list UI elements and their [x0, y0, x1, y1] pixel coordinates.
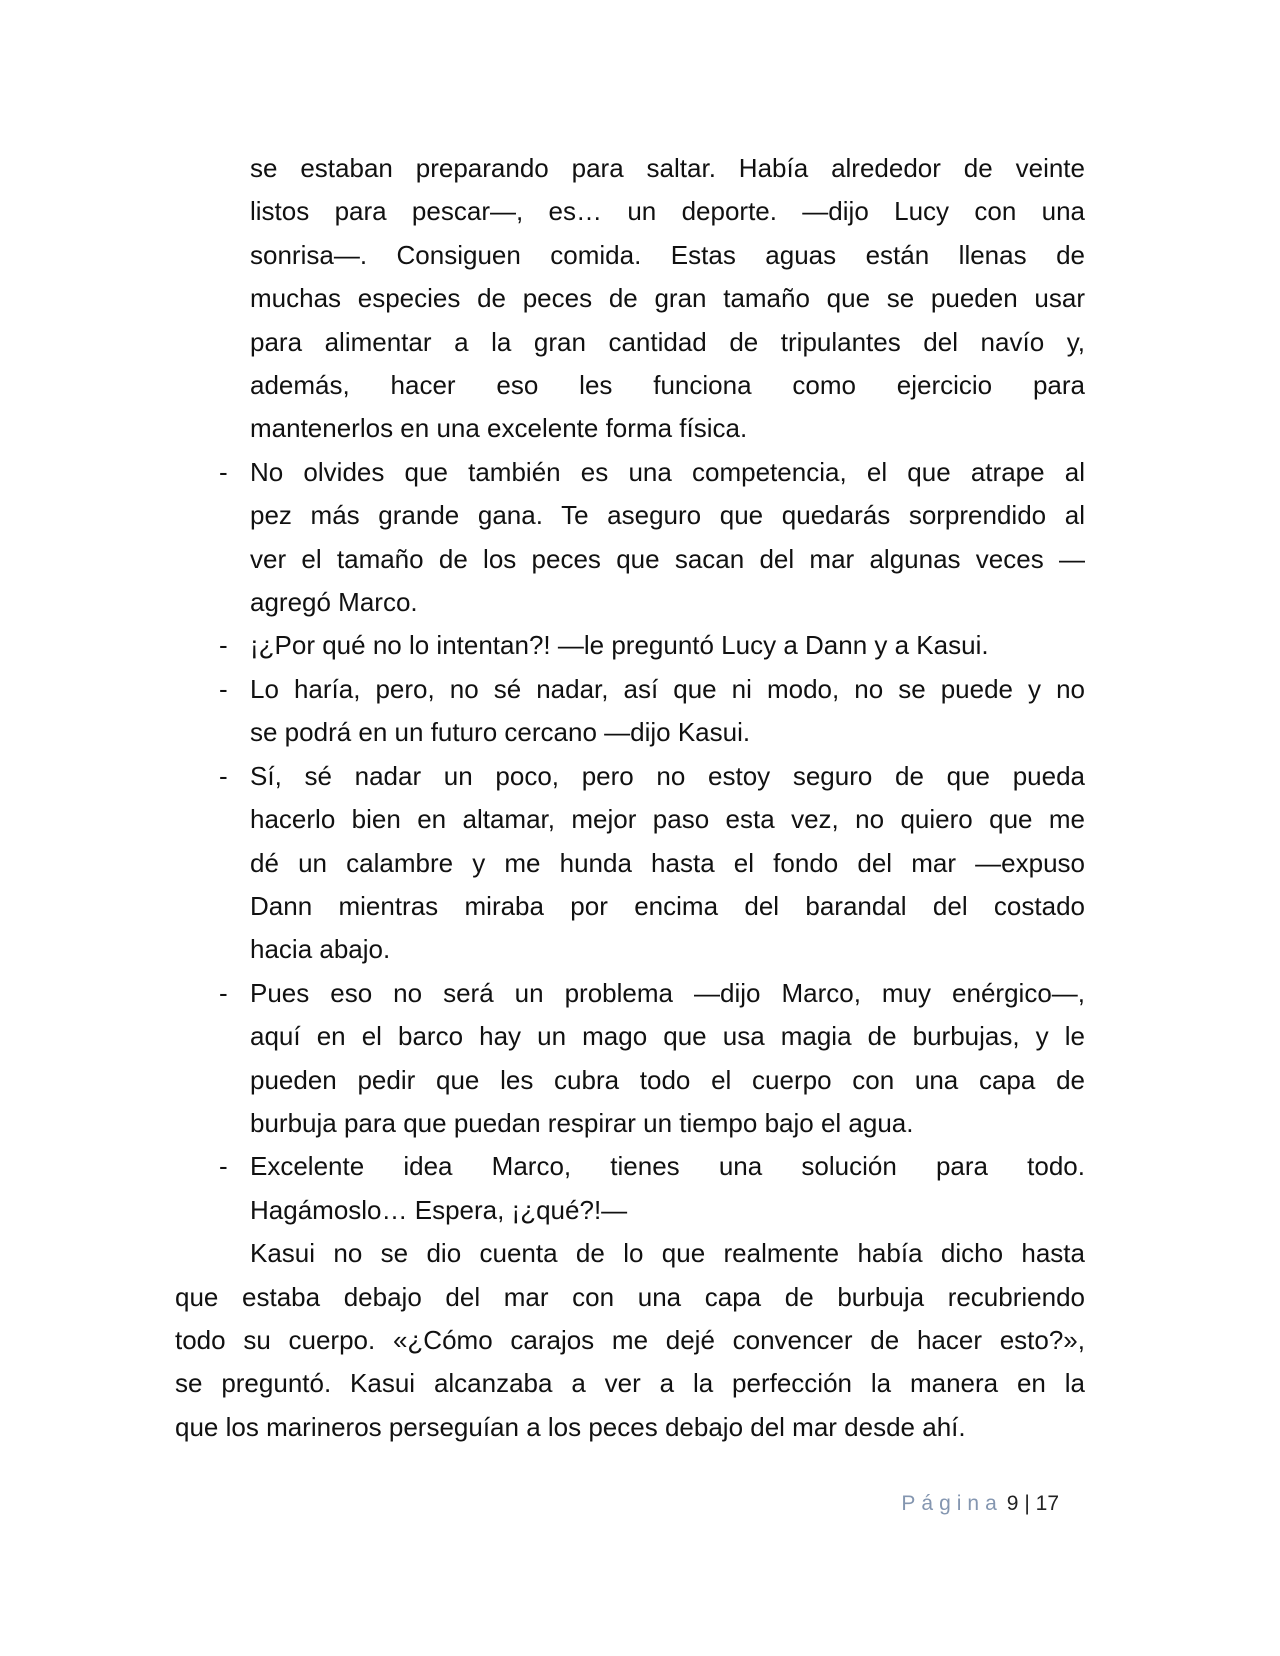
dialogue-item	[175, 624, 1085, 667]
text-line: Pues eso no será un problema —dijo Marco, muy enérgico—,	[250, 977, 1085, 1008]
page-label: Página	[901, 1492, 1003, 1515]
text-line: que estaba debajo del mar con una capa de burbuja recubriendo	[175, 1281, 1085, 1312]
dialogue-dash: -	[219, 630, 228, 661]
text-line: ¡¿Por qué no lo intentan?! —le preguntó Lucy a Dann y a Kasui.	[250, 630, 989, 661]
text-line: Lo haría, pero, no sé nadar, así que ni modo, no se puede y no	[250, 673, 1085, 704]
dialogue-item	[175, 668, 1085, 755]
text-line: ver el tamaño de los peces que sacan del mar algunas veces —	[250, 543, 1085, 574]
text-line: hacerlo bien en altamar, mejor paso esta vez, no quiero que me	[250, 804, 1085, 835]
text-line: burbuja para que puedan respirar un tiempo bajo el agua.	[250, 1107, 914, 1138]
page-number: 9	[1006, 1492, 1019, 1515]
text-line: dé un calambre y me hunda hasta el fondo del mar —expuso	[250, 847, 1085, 878]
text-line: Excelente idea Marco, tienes una solución para todo.	[250, 1151, 1085, 1182]
text-line: aquí en el barco hay un mago que usa magia de burbujas, y le	[250, 1021, 1085, 1052]
document-body	[175, 147, 1085, 1449]
dialogue-dash: -	[219, 977, 228, 1008]
dialogue-dash: -	[219, 1151, 228, 1182]
text-line: agregó Marco.	[250, 587, 418, 618]
dialogue-item	[175, 755, 1085, 972]
text-line: sonrisa—. Consiguen comida. Estas aguas están llenas de	[250, 239, 1085, 270]
dialogue-dash: -	[219, 760, 228, 791]
text-line: pueden pedir que les cubra todo el cuerpo con una capa de	[250, 1064, 1085, 1095]
page-total: 17	[1035, 1492, 1059, 1515]
text-line: se preguntó. Kasui alcanzaba a ver a la perfección la manera en la	[175, 1368, 1085, 1399]
dialogue-dash: -	[219, 456, 228, 487]
text-line: muchas especies de peces de gran tamaño que se pueden usar	[250, 283, 1085, 314]
text-line: Sí, sé nadar un poco, pero no estoy seguro de que pueda	[250, 760, 1085, 791]
text-line: No olvides que también es una competencia, el que atrape al	[250, 456, 1085, 487]
page-separator: |	[1024, 1492, 1030, 1515]
text-line: que los marineros perseguían a los peces debajo del mar desde ahí.	[175, 1411, 966, 1442]
text-line: hacia abajo.	[250, 934, 391, 965]
text-line: listos para pescar—, es… un deporte. —dijo Lucy con una	[250, 196, 1085, 227]
dialogue-item	[175, 972, 1085, 1146]
dialogue-item	[175, 451, 1085, 625]
text-line: Kasui no se dio cuenta de lo que realmente había dicho hasta	[250, 1238, 1085, 1269]
text-line: para alimentar a la gran cantidad de tripulantes del navío y,	[250, 326, 1085, 357]
text-line: Dann mientras miraba por encima del barandal del costado	[250, 890, 1085, 921]
text-line: mantenerlos en una excelente forma física.	[250, 413, 748, 444]
text-line: pez más grande gana. Te aseguro que quedarás sorprendido al	[250, 500, 1085, 531]
text-line: además, hacer eso les funciona como ejercicio para	[250, 370, 1085, 401]
text-line: se estaban preparando para saltar. Había alrededor de veinte	[250, 153, 1085, 183]
text-line: todo su cuerpo. «¿Cómo carajos me dejé convencer de hacer esto?»,	[175, 1324, 1085, 1355]
paragraph	[175, 1232, 1085, 1449]
continuation-paragraph	[175, 147, 1085, 451]
dialogue-item	[175, 1145, 1085, 1232]
page-footer	[901, 1492, 1059, 1516]
text-line: se podrá en un futuro cercano —dijo Kasui.	[250, 717, 751, 748]
text-line: Hagámoslo… Espera, ¡¿qué?!—	[250, 1194, 628, 1225]
dialogue-dash: -	[219, 673, 228, 704]
